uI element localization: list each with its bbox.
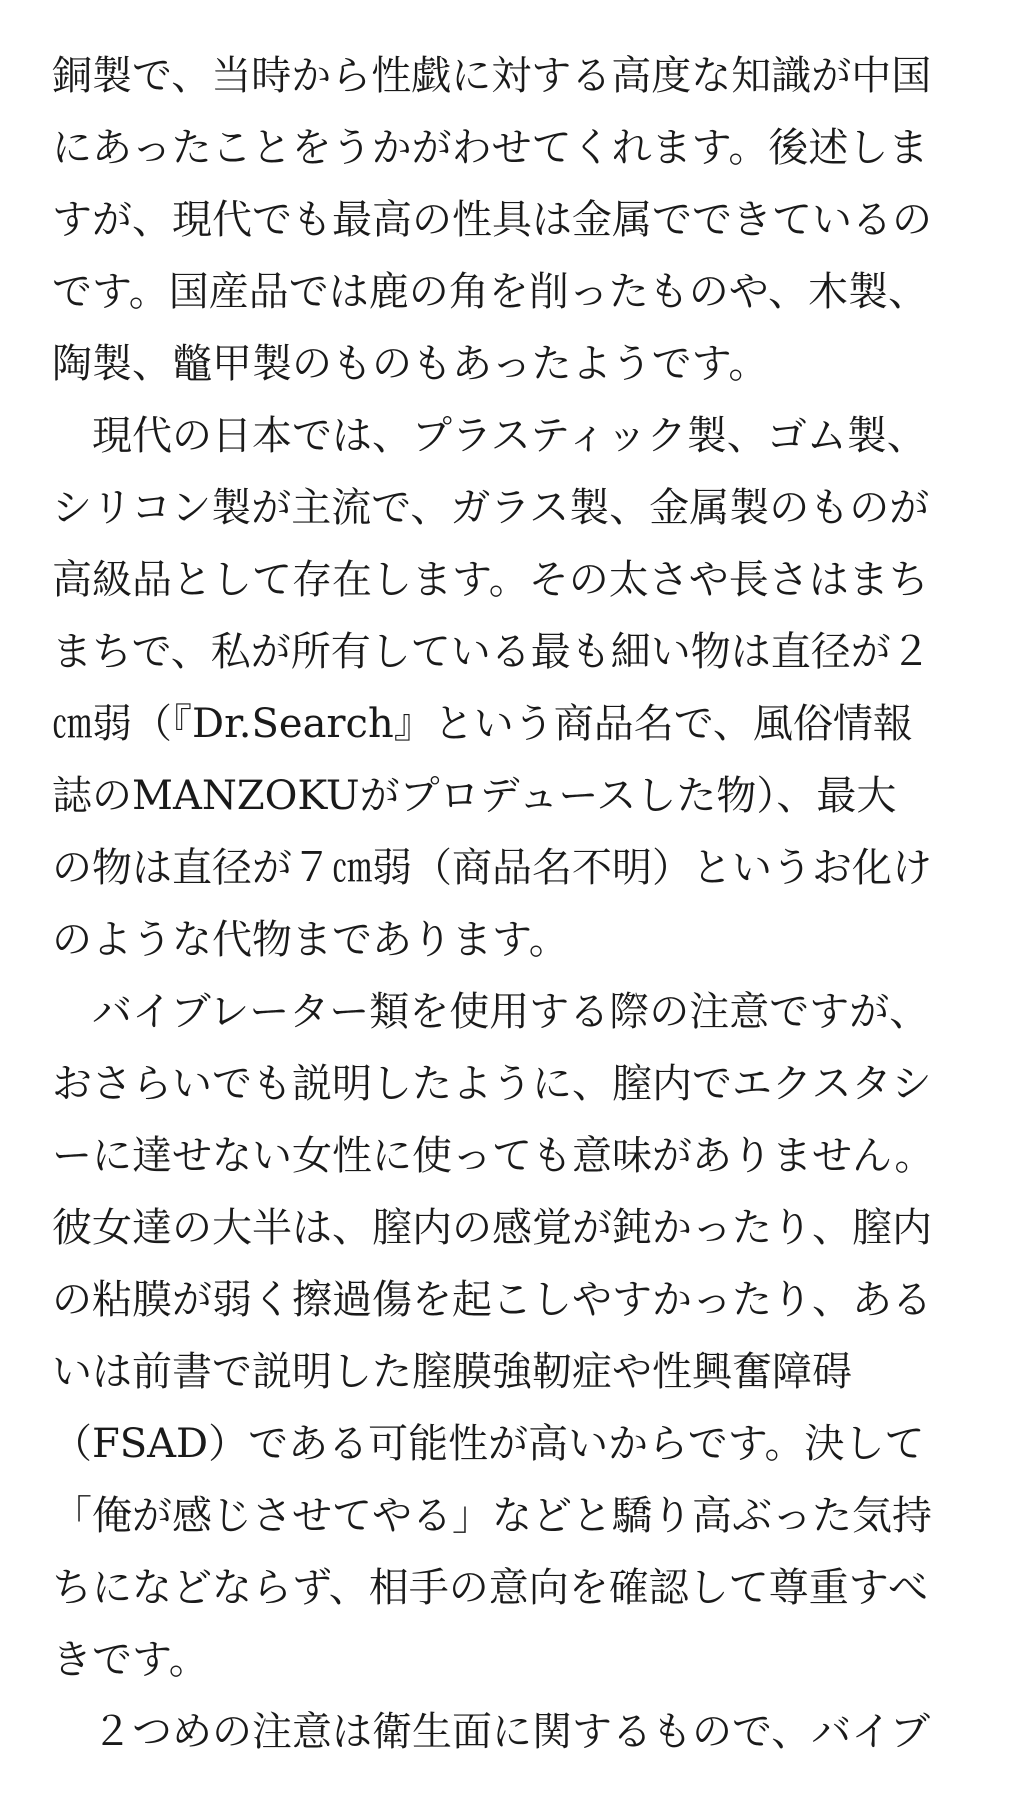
text-line: ２つめの注意は衛生面に関するもので、バイブ xyxy=(52,1709,930,1755)
text-line: 銅製で、当時から性戯に対する高度な知識が中国 xyxy=(52,53,932,99)
text-line: （FSAD）である可能性が高いからです。決して xyxy=(52,1421,925,1467)
text-line: いは前書で説明した膣膜強靭症や性興奮障碍 xyxy=(52,1349,852,1395)
text-line: にあったことをうかがわせてくれます。後述しま xyxy=(52,125,929,171)
text-line: すが、現代でも最高の性具は金属でできているの xyxy=(52,197,932,243)
text-line: のような代物まであります。 xyxy=(52,917,569,963)
text-line: きです。 xyxy=(52,1637,209,1683)
text-line: です。国産品では鹿の角を削ったものや、木製、 xyxy=(52,269,928,315)
text-line: 「俺が感じさせてやる」などと驕り高ぶった気持 xyxy=(52,1493,932,1539)
text-line: 彼女達の大半は、膣内の感覚が鈍かったり、膣内 xyxy=(52,1205,932,1251)
text-line: 高級品として存在します。その太さや長さはまち xyxy=(52,557,929,603)
text-line: ーに達せない女性に使っても意味がありません。 xyxy=(52,1133,935,1179)
text-line: ㎝弱（『Dr.Search』という商品名で、風俗情報 xyxy=(52,701,913,747)
text-line: おさらいでも説明したように、膣内でエクスタシ xyxy=(52,1061,932,1107)
text-line: 誌のMANZOKUがプロデュースした物）、最大 xyxy=(52,773,897,819)
text-line: バイブレーター類を使用する際の注意ですが、 xyxy=(52,989,930,1035)
text-line: の物は直径が７㎝弱（商品名不明）というお化け xyxy=(52,845,932,891)
text-line: の粘膜が弱く擦過傷を起こしやすかったり、ある xyxy=(52,1277,932,1323)
text-line: 陶製、鼈甲製のものもあったようです。 xyxy=(52,341,769,387)
text-line: 現代の日本では、プラスティック製、ゴム製、 xyxy=(52,413,927,459)
text-line: まちで、私が所有している最も細い物は直径が２ xyxy=(52,629,931,675)
text-line: シリコン製が主流で、ガラス製、金属製のものが xyxy=(52,485,930,531)
text-line: ちになどならず、相手の意向を確認して尊重すべ xyxy=(52,1565,928,1611)
body-text xyxy=(52,40,972,1768)
